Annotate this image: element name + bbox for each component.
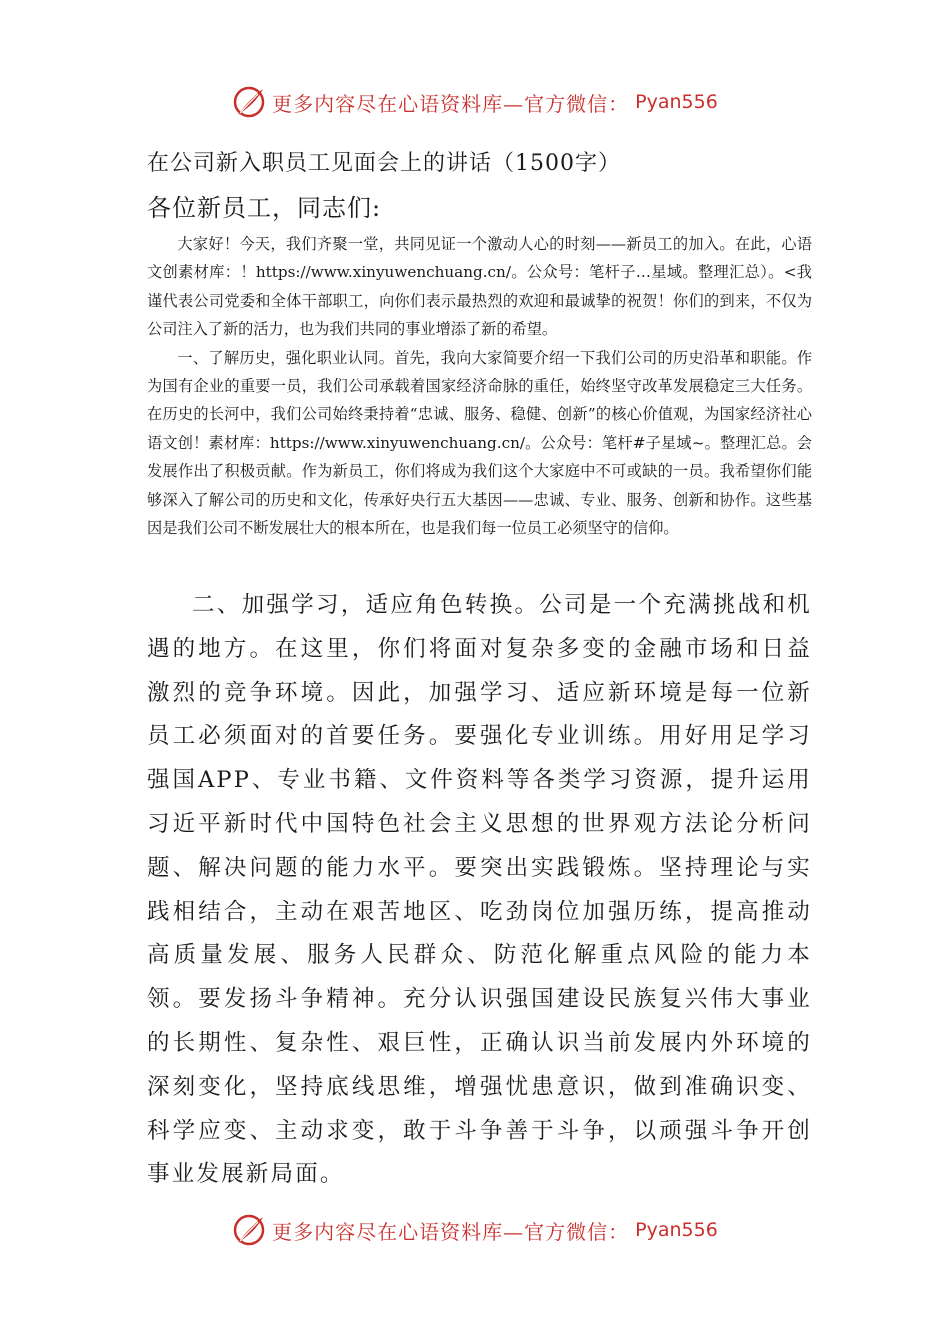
banner-text: 更多内容尽在心语资料库—官方微信： — [272, 1219, 630, 1244]
body-small-section — [147, 230, 812, 542]
banner-text: 更多内容尽在心语资料库—官方微信： — [272, 91, 630, 116]
body-large-section — [147, 584, 812, 1197]
quill-pen-logo-icon — [232, 85, 266, 119]
greeting: 各位新员工，同志们: — [147, 194, 382, 222]
quill-pen-logo-icon — [232, 1213, 266, 1247]
paragraph-intro: 大家好！今天，我们齐聚一堂，共同见证一个激动人心的时刻——新员工的加入。在此，心语文创素材库：！https://www.xinyuwenchuang.cn/。公众号：笔杆子…星域。整理汇总）。<我谨代表公司党委和全体干部职工，向你们表示最热烈的欢迎和最诚挚的祝贺！你们的到来，不仅为公司注入了新的活力，也为我们共同的事业增添了新的希望。 — [147, 235, 812, 339]
banner-wechat-id: Pyan556 — [635, 1219, 718, 1241]
paragraph-section-one: 一、了解历史，强化职业认同。首先，我向大家简要介绍一下我们公司的历史沿革和职能。作为国有企业的重要一员，我们公司承载着国家经济命脉的重任，始终坚守改革发展稳定三大任务。在历史的长河中，我们公司始终秉持着“忠诚、服务、稳健、创新”的核心价值观，为国家经济社心语文创！素材库：https://www.xinyuwenchuang.cn/。公众号：笔杆#子星域~。整理汇总。会发展作出了积极贡献。作为新员工，你们将成为我们这个大家庭中不可或缺的一员。我希望你们能够深入了解公司的历史和文化，传承好央行五大基因——忠诚、专业、服务、创新和协作。这些基因是我们公司不断发展壮大的根本所在，也是我们每一位员工必须坚守的信仰。 — [147, 348, 812, 538]
document-title: 在公司新入职员工见面会上的讲话（1500字） — [147, 151, 621, 176]
header-banner — [0, 82, 950, 122]
footer-banner — [0, 1210, 950, 1250]
banner-wechat-id: Pyan556 — [635, 91, 718, 113]
paragraph-section-two: 二、加强学习，适应角色转换。公司是一个充满挑战和机遇的地方。在这里，你们将面对复杂多变的金融市场和日益激烈的竞争环境。因此，加强学习、适应新环境是每一位新员工必须面对的首要任务。要强化专业训练。用好用足学习强国APP、专业书籍、文件资料等各类学习资源，提升运用习近平新时代中国特色社会主义思想的世界观方法论分析问题、解决问题的能力水平。要突出实践锻炼。坚持理论与实践相结合，主动在艰苦地区、吃劲岗位加强历练，提高推动高质量发展、服务人民群众、防范化解重点风险的能力本领。要发扬斗争精神。充分认识强国建设民族复兴伟大事业的长期性、复杂性、艰巨性，正确认识当前发展内外环境的深刻变化，坚持底线思维，增强忧患意识，做到准确识变、科学应变、主动求变，敢于斗争善于斗争，以顽强斗争开创事业发展新局面。 — [147, 592, 812, 1188]
